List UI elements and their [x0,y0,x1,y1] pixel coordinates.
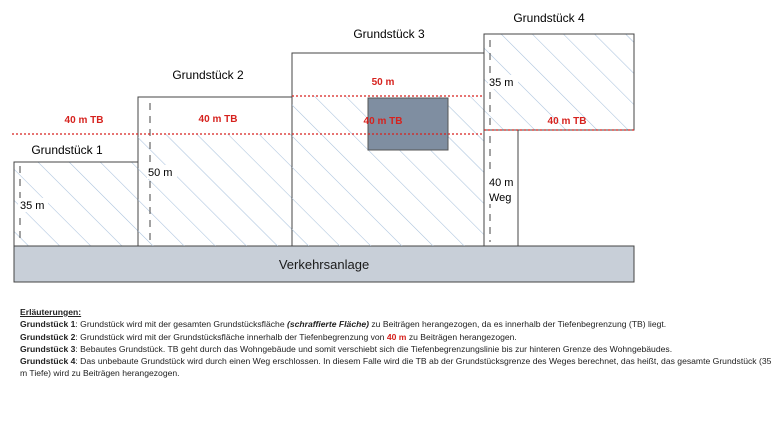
path-length-label: 40 m [489,177,514,189]
note-plot-1 [20,318,778,330]
tb-label-4: 40 m TB [547,116,587,127]
plot-1-depth-label: 35 m [20,200,45,212]
plot-1 [14,143,138,246]
plot-2-title: Grundstück 2 [172,68,244,82]
note-plot-2-label: Grundstück 2 [20,331,76,342]
note-plot-2-text-a: : Grundstück wird mit der Grundstücksfläche innerhalb der Tiefenbegrenzung von [75,331,387,342]
plot-3-title: Grundstück 3 [353,27,425,41]
note-plot-4-text: : Das unbebaute Grundstück wird durch einen Weg erschlossen. In diesem Falle wird die TB ab der Grundstücksgrenze des Weges berechnet, das heißt, das gesamte Grundstück (35 m Tiefe) wird zu Beiträgen herangezogen. [20,356,772,379]
plot-2-hatched-area [138,134,292,246]
plot-3 [292,27,484,246]
plot-4-title: Grundstück 4 [513,11,585,25]
note-plot-2 [20,331,778,343]
path-label: Weg [489,192,512,204]
note-plot-4-label: Grundstück 4 [20,356,76,367]
note-plot-3-text: : Bebautes Grundstück. TB geht durch das Wohngebäude und somit verschiebt sich die Tiefenbegrenzungslinie bis zur hinteren Grenze des Wohngebäudes. [75,343,673,354]
note-plot-1-text-a: : Grundstück wird mit der gesamten Grundstücksfläche [75,319,287,330]
plot-3-width-label: 50 m [371,77,395,88]
tb-label-2: 40 m TB [198,114,238,125]
note-plot-3-label: Grundstück 3 [20,343,76,354]
plot-1-title: Grundstück 1 [31,143,103,157]
note-plot-1-label: Grundstück 1 [20,319,76,330]
plot-4 [484,11,634,246]
note-plot-4 [20,355,778,380]
tb-label-3: 40 m TB [363,116,403,127]
note-plot-2-text-b: zu Beiträgen herangezogen. [406,331,517,342]
note-plot-3 [20,343,778,355]
plot-4-depth-label: 35 m [489,77,514,89]
note-plot-2-highlight: 40 m [386,331,407,342]
tb-label-1: 40 m TB [64,115,104,126]
note-plot-1-text-b: zu Beiträgen herangezogen, da es innerhalb der Tiefenbegrenzung (TB) liegt. [369,319,667,330]
explanations-heading: Erläuterungen: [20,307,82,317]
plot-2 [138,68,292,246]
plot-2-depth-label: 50 m [148,167,173,179]
note-plot-1-emphasis: (schraffierte Fläche) [287,319,369,330]
explanations [20,306,778,380]
road-label: Verkehrsanlage [278,257,370,272]
